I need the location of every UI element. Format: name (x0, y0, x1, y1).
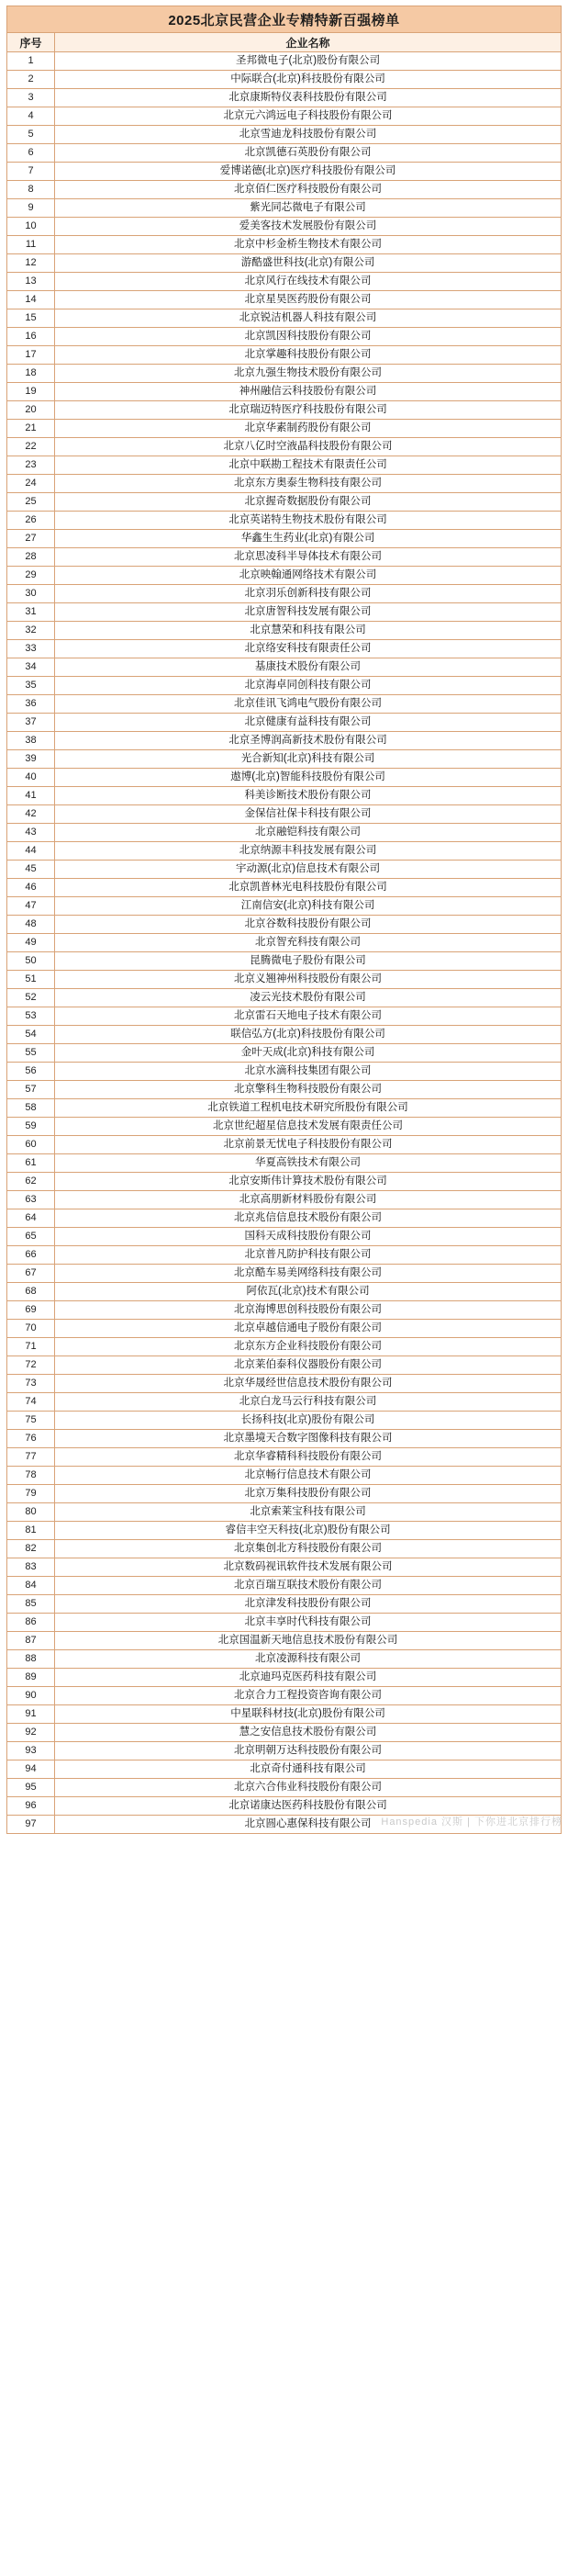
company-name: 中际联合(北京)科技股份有限公司 (55, 71, 562, 89)
company-name: 北京酷车易美网络科技有限公司 (55, 1265, 562, 1283)
company-name: 北京元六鸿远电子科技股份有限公司 (55, 107, 562, 126)
company-name: 北京卓越信通电子股份有限公司 (55, 1320, 562, 1338)
row-index: 77 (7, 1448, 55, 1467)
row-index: 94 (7, 1760, 55, 1779)
table-row (7, 1669, 562, 1687)
table-row (7, 1118, 562, 1136)
page-title: 2025北京民营企业专精特新百强榜单 (7, 6, 562, 33)
company-name: 昆腾微电子股份有限公司 (55, 952, 562, 971)
company-name: 金保信社保卡科技有限公司 (55, 805, 562, 824)
table-row (7, 236, 562, 254)
company-name: 北京数码视讯软件技术发展有限公司 (55, 1558, 562, 1577)
row-index: 24 (7, 475, 55, 493)
row-index: 63 (7, 1191, 55, 1209)
company-name: 北京前景无忧电子科技股份有限公司 (55, 1136, 562, 1154)
row-index: 44 (7, 842, 55, 861)
company-name: 北京锐洁机器人科技有限公司 (55, 309, 562, 328)
table-row (7, 1246, 562, 1265)
table-row (7, 1595, 562, 1614)
company-name: 北京铁道工程机电技术研究所股份有限公司 (55, 1099, 562, 1118)
company-name: 北京海卓同创科技有限公司 (55, 677, 562, 695)
company-name: 北京凌源科技有限公司 (55, 1650, 562, 1669)
row-index: 70 (7, 1320, 55, 1338)
row-index: 69 (7, 1301, 55, 1320)
company-name: 阿依瓦(北京)技术有限公司 (55, 1283, 562, 1301)
table-row (7, 1136, 562, 1154)
table-row (7, 493, 562, 512)
row-index: 21 (7, 420, 55, 438)
table-row (7, 548, 562, 567)
table-row (7, 732, 562, 750)
table-row (7, 1099, 562, 1118)
row-index: 66 (7, 1246, 55, 1265)
table-row (7, 1742, 562, 1760)
company-name: 北京高朋新材料股份有限公司 (55, 1191, 562, 1209)
company-name: 中星联科材技(北京)股份有限公司 (55, 1705, 562, 1724)
row-index: 73 (7, 1375, 55, 1393)
company-name: 金叶天成(北京)科技有限公司 (55, 1044, 562, 1063)
table-row (7, 328, 562, 346)
row-index: 46 (7, 879, 55, 897)
row-index: 85 (7, 1595, 55, 1614)
company-name: 宇动源(北京)信息技术有限公司 (55, 861, 562, 879)
row-index: 23 (7, 456, 55, 475)
table-row (7, 512, 562, 530)
company-name: 北京迪玛克医药科技有限公司 (55, 1669, 562, 1687)
company-name: 北京水滴科技集团有限公司 (55, 1063, 562, 1081)
company-name: 光合新知(北京)科技有限公司 (55, 750, 562, 769)
row-index: 65 (7, 1228, 55, 1246)
row-index: 49 (7, 934, 55, 952)
company-name: 北京智充科技有限公司 (55, 934, 562, 952)
company-name: 北京握奇数据股份有限公司 (55, 493, 562, 512)
table-row (7, 1467, 562, 1485)
row-index: 47 (7, 897, 55, 916)
table-row (7, 126, 562, 144)
table-row (7, 1650, 562, 1669)
company-name: 北京东方企业科技股份有限公司 (55, 1338, 562, 1356)
row-index: 33 (7, 640, 55, 658)
company-name: 北京六合伟业科技股份有限公司 (55, 1779, 562, 1797)
row-index: 61 (7, 1154, 55, 1173)
table-row (7, 1044, 562, 1063)
company-name: 北京万集科技股份有限公司 (55, 1485, 562, 1503)
table-row (7, 1154, 562, 1173)
table-row (7, 475, 562, 493)
row-index: 20 (7, 401, 55, 420)
row-index: 3 (7, 89, 55, 107)
company-name: 北京羽乐创新科技有限公司 (55, 585, 562, 603)
company-name: 北京融铠科技有限公司 (55, 824, 562, 842)
company-name: 北京凯德石英股份有限公司 (55, 144, 562, 163)
row-index: 34 (7, 658, 55, 677)
table-row (7, 842, 562, 861)
company-name: 北京华素制药股份有限公司 (55, 420, 562, 438)
watermark: Hanspedia 汉斯 | 下你进北京排行榜 (381, 1817, 562, 1828)
table-row (7, 824, 562, 842)
table-row (7, 309, 562, 328)
row-index: 42 (7, 805, 55, 824)
table-row (7, 1430, 562, 1448)
row-index: 27 (7, 530, 55, 548)
table-row (7, 897, 562, 916)
header-row (7, 33, 562, 52)
table-row (7, 1007, 562, 1026)
company-name: 北京津发科技股份有限公司 (55, 1595, 562, 1614)
company-name: 北京佳讯飞鸿电气股份有限公司 (55, 695, 562, 714)
row-index: 11 (7, 236, 55, 254)
column-header-index: 序号 (7, 33, 55, 52)
table-row (7, 1081, 562, 1099)
company-name: 北京中联勘工程技术有限责任公司 (55, 456, 562, 475)
table-row (7, 1522, 562, 1540)
row-index: 79 (7, 1485, 55, 1503)
row-index: 97 (7, 1816, 55, 1834)
table-row (7, 181, 562, 199)
table-row (7, 1540, 562, 1558)
row-index: 9 (7, 199, 55, 218)
table-row (7, 1320, 562, 1338)
row-index: 35 (7, 677, 55, 695)
table-row (7, 916, 562, 934)
company-name: 慧之安信息技术股份有限公司 (55, 1724, 562, 1742)
table-row (7, 952, 562, 971)
row-index: 59 (7, 1118, 55, 1136)
table-row (7, 163, 562, 181)
company-name: 北京奇付通科技有限公司 (55, 1760, 562, 1779)
table-row (7, 71, 562, 89)
company-name: 北京墨境天合数字图像科技有限公司 (55, 1430, 562, 1448)
row-index: 22 (7, 438, 55, 456)
row-index: 37 (7, 714, 55, 732)
table-row (7, 291, 562, 309)
company-name: 北京莱伯泰科仪器股份有限公司 (55, 1356, 562, 1375)
table-row (7, 861, 562, 879)
company-name: 北京索莱宝科技有限公司 (55, 1503, 562, 1522)
table-row (7, 1026, 562, 1044)
row-index: 31 (7, 603, 55, 622)
company-name: 联信弘方(北京)科技股份有限公司 (55, 1026, 562, 1044)
row-index: 38 (7, 732, 55, 750)
table-row (7, 420, 562, 438)
row-index: 96 (7, 1797, 55, 1816)
company-name: 北京百瑞互联技术股份有限公司 (55, 1577, 562, 1595)
row-index: 13 (7, 273, 55, 291)
table-row (7, 1779, 562, 1797)
company-name: 爱美客技术发展股份有限公司 (55, 218, 562, 236)
company-name: 华夏高铁技术有限公司 (55, 1154, 562, 1173)
table-row (7, 1448, 562, 1467)
company-name: 北京纳源丰科技发展有限公司 (55, 842, 562, 861)
company-name: 北京擎科生物科技股份有限公司 (55, 1081, 562, 1099)
table-row (7, 218, 562, 236)
company-name: 北京国温新天地信息技术股份有限公司 (55, 1632, 562, 1650)
table-row (7, 1393, 562, 1412)
company-name: 北京中杉金桥生物技术有限公司 (55, 236, 562, 254)
row-index: 32 (7, 622, 55, 640)
company-name: 北京安斯伟计算技术股份有限公司 (55, 1173, 562, 1191)
company-name: 北京星昊医药股份有限公司 (55, 291, 562, 309)
row-index: 78 (7, 1467, 55, 1485)
company-name: 北京义翘神州科技股份有限公司 (55, 971, 562, 989)
row-index: 95 (7, 1779, 55, 1797)
table-row (7, 89, 562, 107)
company-name: 爱博诺德(北京)医疗科技股份有限公司 (55, 163, 562, 181)
company-name: 紫光同芯微电子有限公司 (55, 199, 562, 218)
table-row (7, 695, 562, 714)
row-index: 88 (7, 1650, 55, 1669)
table-row (7, 603, 562, 622)
company-name: 北京华睿精科科技股份有限公司 (55, 1448, 562, 1467)
ranking-table (6, 6, 562, 1834)
company-name: 北京华晟经世信息技术股份有限公司 (55, 1375, 562, 1393)
table-row (7, 1209, 562, 1228)
table-row (7, 971, 562, 989)
row-index: 14 (7, 291, 55, 309)
row-index: 39 (7, 750, 55, 769)
row-index: 82 (7, 1540, 55, 1558)
table-row (7, 787, 562, 805)
company-name: 北京英诺特生物技术股份有限公司 (55, 512, 562, 530)
company-name: 江南信安(北京)科技有限公司 (55, 897, 562, 916)
row-index: 45 (7, 861, 55, 879)
table-row (7, 1687, 562, 1705)
row-index: 93 (7, 1742, 55, 1760)
company-name: 神州融信云科技股份有限公司 (55, 383, 562, 401)
company-name: 北京掌趣科技股份有限公司 (55, 346, 562, 365)
table-row (7, 1301, 562, 1320)
row-index: 10 (7, 218, 55, 236)
company-name: 北京白龙马云行科技有限公司 (55, 1393, 562, 1412)
company-name: 北京凯普林光电科技股份有限公司 (55, 879, 562, 897)
table-row (7, 1375, 562, 1393)
table-row (7, 1558, 562, 1577)
row-index: 92 (7, 1724, 55, 1742)
table-row (7, 1797, 562, 1816)
table-row (7, 254, 562, 273)
row-index: 56 (7, 1063, 55, 1081)
row-index: 48 (7, 916, 55, 934)
company-name: 凌云光技术股份有限公司 (55, 989, 562, 1007)
table-row (7, 365, 562, 383)
company-name: 北京合力工程投资咨询有限公司 (55, 1687, 562, 1705)
company-name: 游酷盛世科技(北京)有限公司 (55, 254, 562, 273)
company-name: 北京诺康达医药科技股份有限公司 (55, 1797, 562, 1816)
company-name: 北京映翰通网络技术有限公司 (55, 567, 562, 585)
company-name: 北京兆信信息技术股份有限公司 (55, 1209, 562, 1228)
company-name: 北京丰享时代科技有限公司 (55, 1614, 562, 1632)
table-row (7, 1724, 562, 1742)
row-index: 50 (7, 952, 55, 971)
table-row (7, 273, 562, 291)
row-index: 68 (7, 1283, 55, 1301)
company-name: 北京络安科技有限责任公司 (55, 640, 562, 658)
company-name: 北京雪迪龙科技股份有限公司 (55, 126, 562, 144)
row-index: 58 (7, 1099, 55, 1118)
title-row (7, 6, 562, 33)
table-row (7, 769, 562, 787)
table-row (7, 1338, 562, 1356)
row-index: 80 (7, 1503, 55, 1522)
company-name: 国科天成科技股份有限公司 (55, 1228, 562, 1246)
company-name: 北京世纪超星信息技术发展有限责任公司 (55, 1118, 562, 1136)
row-index: 87 (7, 1632, 55, 1650)
company-name: 北京东方奥泰生物科技有限公司 (55, 475, 562, 493)
row-index: 57 (7, 1081, 55, 1099)
company-name: 北京谷数科技股份有限公司 (55, 916, 562, 934)
table-row (7, 1173, 562, 1191)
table-row (7, 1283, 562, 1301)
table-row (7, 1632, 562, 1650)
company-name: 北京雷石天地电子技术有限公司 (55, 1007, 562, 1026)
table-row (7, 1577, 562, 1595)
row-index: 52 (7, 989, 55, 1007)
row-index: 5 (7, 126, 55, 144)
row-index: 64 (7, 1209, 55, 1228)
table-row (7, 456, 562, 475)
table-row (7, 1760, 562, 1779)
table-row (7, 144, 562, 163)
row-index: 2 (7, 71, 55, 89)
company-name: 北京康斯特仪表科技股份有限公司 (55, 89, 562, 107)
company-name: 北京凯因科技股份有限公司 (55, 328, 562, 346)
company-name: 北京八亿时空液晶科技股份有限公司 (55, 438, 562, 456)
table-row (7, 199, 562, 218)
row-index: 60 (7, 1136, 55, 1154)
row-index: 17 (7, 346, 55, 365)
row-index: 4 (7, 107, 55, 126)
table-row (7, 1816, 562, 1834)
table-row (7, 714, 562, 732)
row-index: 6 (7, 144, 55, 163)
row-index: 40 (7, 769, 55, 787)
company-name: 北京海博思创科技股份有限公司 (55, 1301, 562, 1320)
row-index: 71 (7, 1338, 55, 1356)
row-index: 29 (7, 567, 55, 585)
row-index: 67 (7, 1265, 55, 1283)
row-index: 19 (7, 383, 55, 401)
row-index: 18 (7, 365, 55, 383)
row-index: 81 (7, 1522, 55, 1540)
company-name: 北京集创北方科技股份有限公司 (55, 1540, 562, 1558)
company-name: 基康技术股份有限公司 (55, 658, 562, 677)
company-name: 北京佰仁医疗科技股份有限公司 (55, 181, 562, 199)
company-name: 北京健康有益科技有限公司 (55, 714, 562, 732)
table-row (7, 1191, 562, 1209)
row-index: 89 (7, 1669, 55, 1687)
row-index: 91 (7, 1705, 55, 1724)
table-row (7, 1228, 562, 1246)
company-name: 圣邦微电子(北京)股份有限公司 (55, 52, 562, 71)
table-row (7, 750, 562, 769)
row-index: 62 (7, 1173, 55, 1191)
row-index: 75 (7, 1412, 55, 1430)
table-row (7, 805, 562, 824)
table-row (7, 934, 562, 952)
company-name: 睿信丰空天科技(北京)股份有限公司 (55, 1522, 562, 1540)
row-index: 7 (7, 163, 55, 181)
company-name: 长扬科技(北京)股份有限公司 (55, 1412, 562, 1430)
row-index: 84 (7, 1577, 55, 1595)
row-index: 43 (7, 824, 55, 842)
row-index: 72 (7, 1356, 55, 1375)
row-index: 76 (7, 1430, 55, 1448)
table-row (7, 1705, 562, 1724)
row-index: 28 (7, 548, 55, 567)
table-row (7, 401, 562, 420)
row-index: 90 (7, 1687, 55, 1705)
company-name: 北京圆心惠保科技有限公司 (55, 1816, 562, 1834)
company-name: 遨博(北京)智能科技股份有限公司 (55, 769, 562, 787)
table-row (7, 1614, 562, 1632)
table-row (7, 658, 562, 677)
table-row (7, 989, 562, 1007)
table-row (7, 585, 562, 603)
row-index: 8 (7, 181, 55, 199)
row-index: 30 (7, 585, 55, 603)
table-row (7, 677, 562, 695)
row-index: 15 (7, 309, 55, 328)
table-row (7, 383, 562, 401)
company-name: 北京畅行信息技术有限公司 (55, 1467, 562, 1485)
company-name: 北京明朝万达科技股份有限公司 (55, 1742, 562, 1760)
company-name: 科美诊断技术股份有限公司 (55, 787, 562, 805)
row-index: 55 (7, 1044, 55, 1063)
table-row (7, 530, 562, 548)
table-row (7, 1485, 562, 1503)
table-row (7, 567, 562, 585)
table-row (7, 1412, 562, 1430)
company-name: 北京唐智科技发展有限公司 (55, 603, 562, 622)
row-index: 25 (7, 493, 55, 512)
table-row (7, 107, 562, 126)
row-index: 53 (7, 1007, 55, 1026)
table-row (7, 1503, 562, 1522)
row-index: 86 (7, 1614, 55, 1632)
row-index: 51 (7, 971, 55, 989)
row-index: 41 (7, 787, 55, 805)
table-row (7, 346, 562, 365)
company-name: 北京九强生物技术股份有限公司 (55, 365, 562, 383)
table-row (7, 52, 562, 71)
company-name: 北京普凡防护科技有限公司 (55, 1246, 562, 1265)
row-index: 83 (7, 1558, 55, 1577)
company-name: 北京慧荣和科技有限公司 (55, 622, 562, 640)
company-name: 北京圣博润高新技术股份有限公司 (55, 732, 562, 750)
table-row (7, 640, 562, 658)
column-header-name: 企业名称 (55, 33, 562, 52)
table-row (7, 879, 562, 897)
table-body (7, 6, 562, 1834)
table-row (7, 622, 562, 640)
table-row (7, 1356, 562, 1375)
company-name: 北京风行在线技术有限公司 (55, 273, 562, 291)
row-index: 54 (7, 1026, 55, 1044)
company-name: 华鑫生生药业(北京)有限公司 (55, 530, 562, 548)
company-name: 北京瑞迈特医疗科技股份有限公司 (55, 401, 562, 420)
row-index: 1 (7, 52, 55, 71)
row-index: 36 (7, 695, 55, 714)
row-index: 16 (7, 328, 55, 346)
table-row (7, 1063, 562, 1081)
company-name: 北京思凌科半导体技术有限公司 (55, 548, 562, 567)
table-row (7, 1265, 562, 1283)
row-index: 12 (7, 254, 55, 273)
row-index: 26 (7, 512, 55, 530)
row-index: 74 (7, 1393, 55, 1412)
table-row (7, 438, 562, 456)
